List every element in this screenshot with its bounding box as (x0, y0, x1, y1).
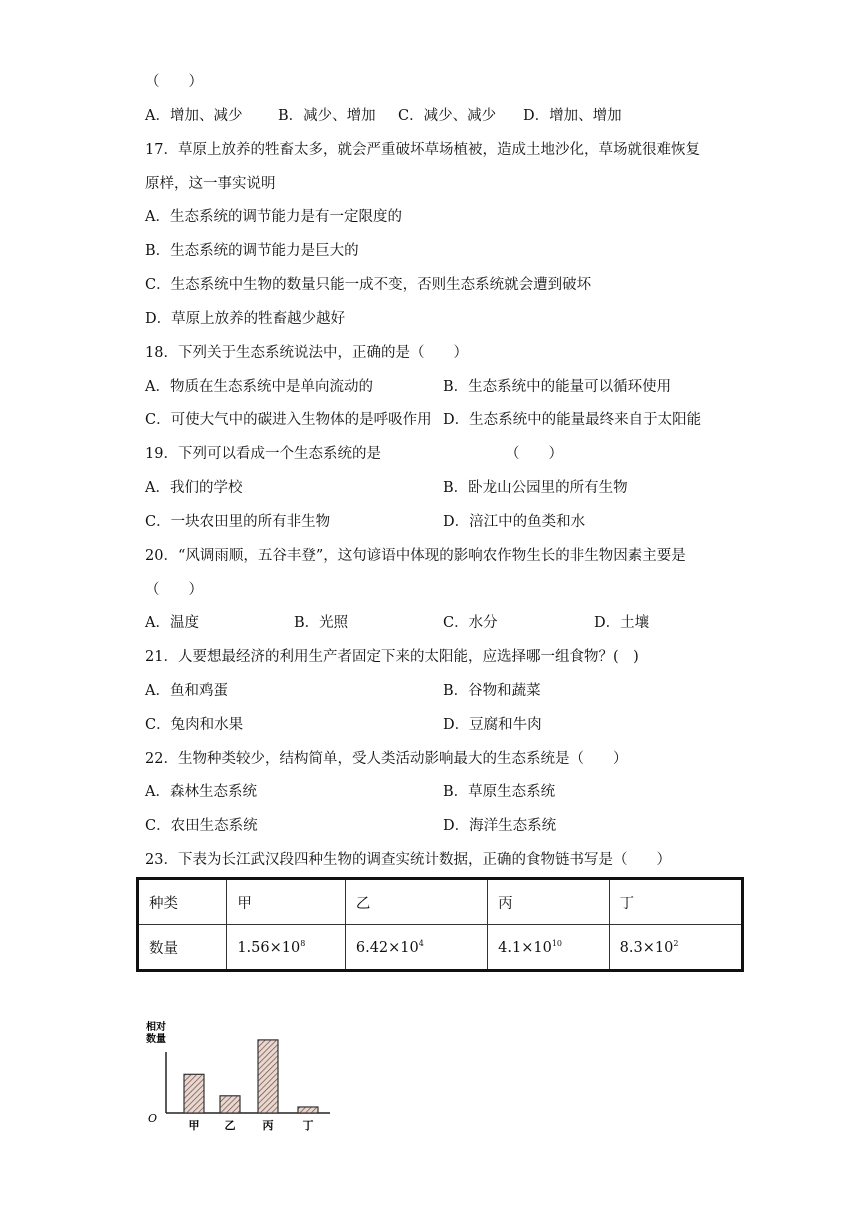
q21-option-d: D．豆腐和牛肉 (443, 717, 542, 733)
q22-option-b: B．草原生态系统 (443, 784, 556, 800)
q22-option-c: C．农田生态系统 (145, 818, 258, 834)
table-row-label: 数量 (138, 925, 227, 971)
table-cell: $8.3\times 10^2$ (609, 925, 742, 971)
y-axis-label: 相对数量 (146, 1022, 166, 1045)
q21-option-c: C．兔肉和水果 (145, 717, 244, 733)
table-header-cell: 丁 (609, 879, 742, 925)
q20-option-c: C．水分 (443, 615, 498, 631)
q21-stem: 21．人要想最经济的利用生产者固定下来的太阳能，应选择哪一组食物？( ) (145, 649, 639, 665)
table-row (138, 879, 743, 925)
q19-stem: 19．下列可以看成一个生态系统的是 (145, 446, 381, 462)
table-header-cell: 种类 (138, 879, 227, 925)
table-cell: $1.56\times 10^8$ (227, 925, 346, 971)
table-row (138, 925, 743, 971)
q18-option-c: C．可使大气中的碳进入生物体的是呼吸作用 (145, 412, 432, 428)
q16-option-c: C．减少、减少 (398, 108, 497, 124)
q22-option-a: A．森林生态系统 (145, 784, 257, 800)
q20-stem: 20．“风调雨顺，五谷丰登”，这句谚语中体现的影响农作物生长的非生物因素主要是 (145, 548, 686, 564)
q21-option-a: A．鱼和鸡蛋 (145, 683, 228, 699)
q19-option-c: C．一块农田里的所有非生物 (145, 514, 331, 530)
q19-option-d: D．涪江中的鱼类和水 (443, 514, 586, 530)
q19-blank: （ ） (505, 446, 563, 462)
table-header-cell: 丙 (488, 879, 609, 925)
x-tick-label: 丁 (302, 1119, 314, 1132)
q20-option-b: B．光照 (294, 615, 349, 631)
bar-甲 (184, 1074, 204, 1113)
x-tick-label: 乙 (224, 1119, 236, 1132)
q17-option-b: B．生态系统的调节能力是巨大的 (145, 243, 359, 259)
q21-option-b: B．谷物和蔬菜 (443, 683, 541, 699)
q18-option-a: A．物质在生态系统中是单向流动的 (145, 379, 373, 395)
bar-丙 (258, 1040, 278, 1113)
q20-option-d: D．土壤 (594, 615, 650, 631)
q16-blank: （ ） (145, 74, 203, 90)
q17-stem-line1: 17．草原上放养的牲畜太多，就会严重破坏草场植被，造成土地沙化，草场就很难恢复 (145, 142, 700, 158)
bar-丁 (298, 1107, 318, 1113)
q18-stem: 18．下列关于生态系统说法中，正确的是（ ） (145, 345, 468, 361)
table-cell: $6.42\times 10^4$ (345, 925, 487, 971)
q19-option-a: A．我们的学校 (145, 480, 243, 496)
q16-option-d: D．增加、增加 (523, 108, 622, 124)
q22-stem: 22．生物种类较少，结构简单，受人类活动影响最大的生态系统是（ ） (145, 751, 628, 767)
x-tick-label: 甲 (188, 1119, 200, 1132)
q20-blank: （ ） (145, 582, 203, 598)
q23-stem: 23．下表为长江武汉段四种生物的调查实统计数据，正确的食物链书写是（ ） (145, 852, 671, 868)
q17-option-c: C．生态系统中生物的数量只能一成不变，否则生态系统就会遭到破坏 (145, 277, 592, 293)
q17-stem-line2: 原样，这一事实说明 (145, 176, 276, 192)
q19-option-b: B．卧龙山公园里的所有生物 (443, 480, 628, 496)
table-header-cell: 甲 (227, 879, 346, 925)
survey-table (136, 877, 744, 972)
q22-option-d: D．海洋生态系统 (443, 818, 557, 834)
bar-乙 (220, 1096, 240, 1113)
q17-option-d: D．草原上放养的牲畜越少越好 (145, 311, 346, 327)
origin-label: O (148, 1112, 158, 1125)
q16-option-b: B．减少、增加 (278, 108, 376, 124)
q18-option-b: B．生态系统中的能量可以循环使用 (443, 379, 672, 395)
q16-option-a: A．增加、减少 (145, 108, 243, 124)
relative-quantity-bar-chart (140, 1012, 340, 1137)
q17-option-a: A．生态系统的调节能力是有一定限度的 (145, 209, 402, 225)
q20-option-a: A．温度 (145, 615, 199, 631)
x-tick-label: 丙 (262, 1119, 274, 1132)
table-cell: $4.1\times 10^{10}$ (488, 925, 609, 971)
q18-option-d: D．生态系统中的能量最终来自于太阳能 (443, 412, 702, 428)
table-header-cell: 乙 (345, 879, 487, 925)
